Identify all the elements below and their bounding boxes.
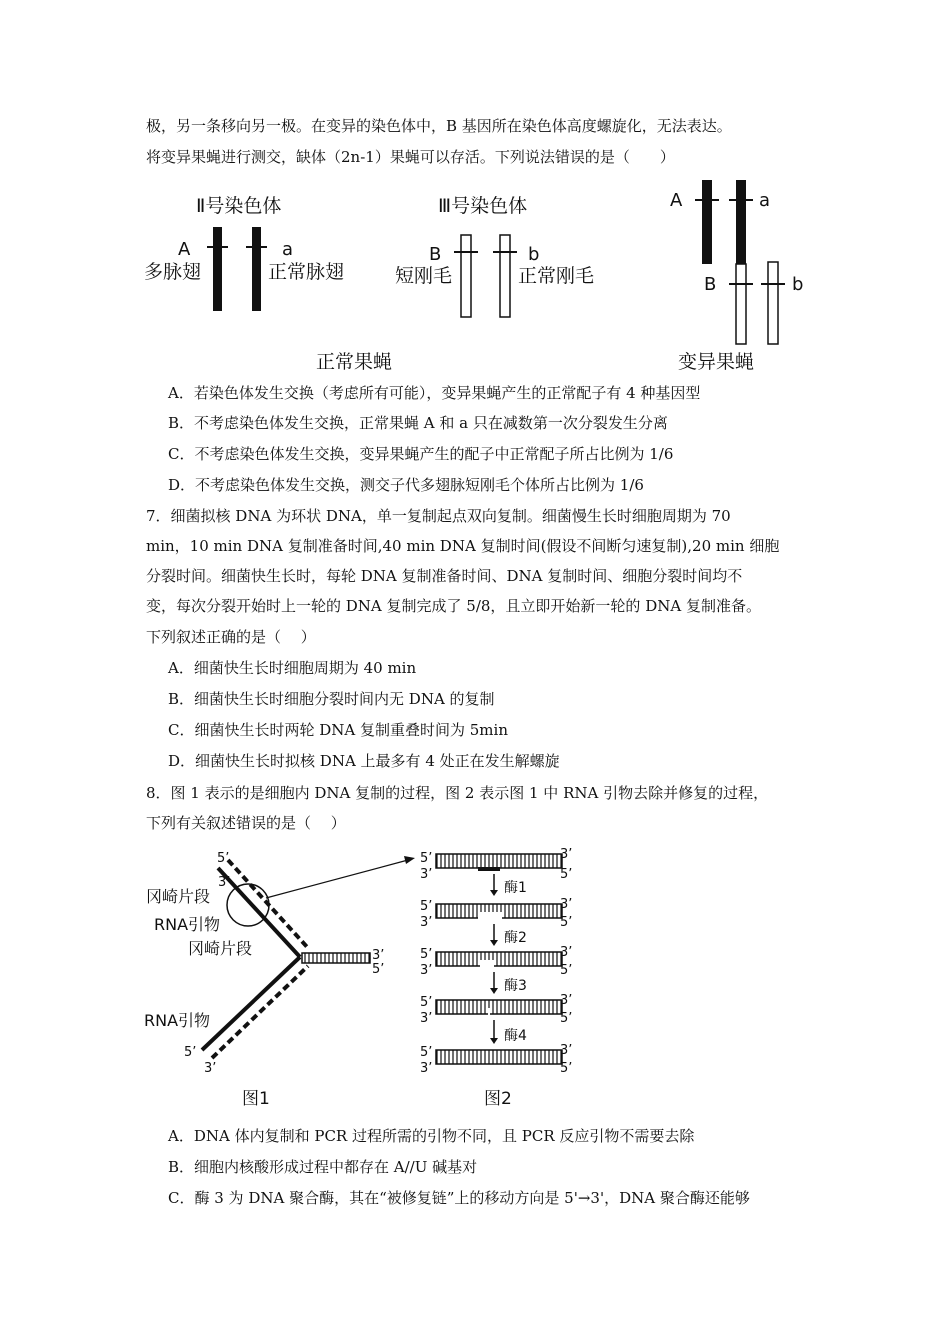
q8-line-1: 8．图 1 表示的是细胞内 DNA 复制的过程，图 2 表示图 1 中 RNA 引物去除并修复的过程， [146, 784, 769, 802]
gene-a-normal: a [282, 239, 294, 260]
repair-step-3 [436, 952, 562, 968]
s2-5p-left: 5’ [420, 899, 433, 914]
s2-5p-right: 5’ [560, 915, 573, 930]
intro-line-2: 将变异果蝇进行测交，缺体（2n-1）果蝇可以存活。下列说法错误的是（ ） [146, 148, 675, 166]
intro-line-1: 极，另一条移向另一极。在变异的染色体中，B 基因所在染色体高度螺旋化，无法表达。 [146, 117, 732, 135]
chrom3-left [461, 235, 471, 317]
s5-5p-left: 5’ [420, 1045, 433, 1060]
enzyme-2-label: 酶2 [504, 930, 527, 946]
s3-3p-right: 3’ [560, 945, 573, 960]
repair-step-4 [436, 1000, 562, 1016]
q8-line-2: 下列有关叙述错误的是（ ） [146, 814, 346, 832]
trait-short-bristle: 短刚毛 [395, 265, 453, 287]
s3-5p-left: 5’ [420, 947, 433, 962]
mutant-chrom-left [702, 180, 712, 264]
repair-step-1 [436, 854, 562, 871]
s1-5p-right: 5’ [560, 867, 573, 882]
q8-option-b: B．细胞内核酸形成过程中都存在 A//U 碱基对 [168, 1158, 478, 1176]
label-rna-primer-1: RNA引物 [154, 915, 221, 934]
q7-line-2: min，10 min DNA 复制准备时间,40 min DNA 复制时间(假设不间断匀速复制),20 min 细胞 [146, 537, 780, 555]
trait-normal-bristle: 正常刚毛 [518, 265, 595, 287]
chromosome-figure [140, 172, 820, 380]
s1-5p-left: 5’ [420, 851, 433, 866]
chrom2-title: Ⅱ号染色体 [196, 195, 282, 217]
gene-A-normal: A [178, 239, 191, 260]
fig2-caption: 图2 [484, 1089, 512, 1109]
dna-replication-figure [140, 842, 600, 1114]
fork-bottom-3p: 3’ [204, 1061, 217, 1076]
fork-right-5p: 5’ [372, 962, 385, 977]
s5-3p-right: 3’ [560, 1043, 573, 1058]
repair-step-5 [436, 1050, 562, 1064]
s5-3p-left: 3’ [420, 1061, 433, 1076]
gene-B-normal: B [429, 244, 442, 265]
s4-3p-right: 3’ [560, 993, 573, 1008]
s3-5p-right: 5’ [560, 963, 573, 978]
q7-option-c: C．细菌快生长时两轮 DNA 复制重叠时间为 5min [168, 721, 508, 739]
chrom3-right [500, 235, 510, 317]
chrom3-title: Ⅲ号染色体 [438, 195, 528, 217]
enzyme-3-label: 酶3 [504, 978, 527, 994]
s3-3p-left: 3’ [420, 963, 433, 978]
trait-normal-vein: 正常脉翅 [268, 261, 345, 283]
q6-option-c: C．不考虑染色体发生交换，变异果蝇产生的配子中正常配子所占比例为 1/6 [168, 445, 674, 463]
chrom2-left [213, 227, 222, 311]
q7-option-d: D．细菌快生长时拟核 DNA 上最多有 4 处正在发生解螺旋 [168, 752, 560, 770]
fork-bottom-5p: 5’ [184, 1045, 197, 1060]
mutant-chrom-right [768, 262, 778, 344]
gene-b-normal: b [528, 244, 540, 265]
enzyme-1-label: 酶1 [504, 880, 527, 896]
q6-option-b: B．不考虑染色体发生交换，正常果蝇 A 和 a 只在减数第一次分裂发生分离 [168, 414, 668, 432]
s2-3p-right: 3’ [560, 897, 573, 912]
label-rna-primer-2: RNA引物 [144, 1011, 211, 1030]
q7-line-4: 变，每次分裂开始时上一轮的 DNA 复制完成了 5/8，且立即开始新一轮的 DNA 复制准备。 [146, 597, 761, 615]
normal-fly-caption: 正常果蝇 [316, 351, 393, 373]
gene-A-mutant: A [670, 190, 683, 211]
gene-B-mutant: B [704, 274, 717, 295]
gene-a-mutant: a [759, 190, 771, 211]
q6-option-d: D．不考虑染色体发生交换，测交子代多翅脉短刚毛个体所占比例为 1/6 [168, 476, 644, 494]
fig1-caption: 图1 [242, 1089, 270, 1109]
mutant-chrom-fused-top [736, 180, 746, 264]
s4-5p-right: 5’ [560, 1011, 573, 1026]
s1-3p-left: 3’ [420, 867, 433, 882]
fork-right-3p: 3’ [372, 948, 385, 963]
q8-option-c: C．酶 3 为 DNA 聚合酶，其在“被修复链”上的移动方向是 5'→3'，DNA 聚合酶还能够 [168, 1189, 750, 1207]
label-okazaki-1: 冈崎片段 [146, 887, 211, 906]
q7-line-3: 分裂时间。细菌快生长时，每轮 DNA 复制准备时间、DNA 复制时间、细胞分裂时间均不 [146, 567, 743, 585]
s4-5p-left: 5’ [420, 995, 433, 1010]
fork-top-3p: 3’ [218, 875, 231, 890]
q7-line-1: 7．细菌拟核 DNA 为环状 DNA，单一复制起点双向复制。细菌慢生长时细胞周期为 70 [146, 507, 731, 525]
q7-option-b: B．细菌快生长时细胞分裂时间内无 DNA 的复制 [168, 690, 495, 708]
s4-3p-left: 3’ [420, 1011, 433, 1026]
trait-multi-vein: 多脉翅 [144, 261, 202, 283]
s1-3p-right: 3’ [560, 847, 573, 862]
q7-line-5: 下列叙述正确的是（ ） [146, 628, 316, 646]
q7-option-a: A．细菌快生长时细胞周期为 40 min [168, 659, 417, 677]
mutant-chrom-fused-bottom [736, 264, 746, 344]
s2-3p-left: 3’ [420, 915, 433, 930]
gene-b-mutant: b [792, 274, 804, 295]
q6-option-a: A．若染色体发生交换（考虑所有可能），变异果蝇产生的正常配子有 4 种基因型 [168, 384, 701, 402]
fork-top-5p: 5’ [217, 851, 230, 866]
chrom2-right [252, 227, 261, 311]
repair-step-2 [436, 904, 562, 920]
s5-5p-right: 5’ [560, 1061, 573, 1076]
q8-option-a: A．DNA 体内复制和 PCR 过程所需的引物不同，且 PCR 反应引物不需要去除 [168, 1127, 695, 1145]
label-okazaki-2: 冈崎片段 [188, 939, 253, 958]
enzyme-4-label: 酶4 [504, 1028, 527, 1044]
mutant-fly-caption: 变异果蝇 [678, 351, 755, 373]
